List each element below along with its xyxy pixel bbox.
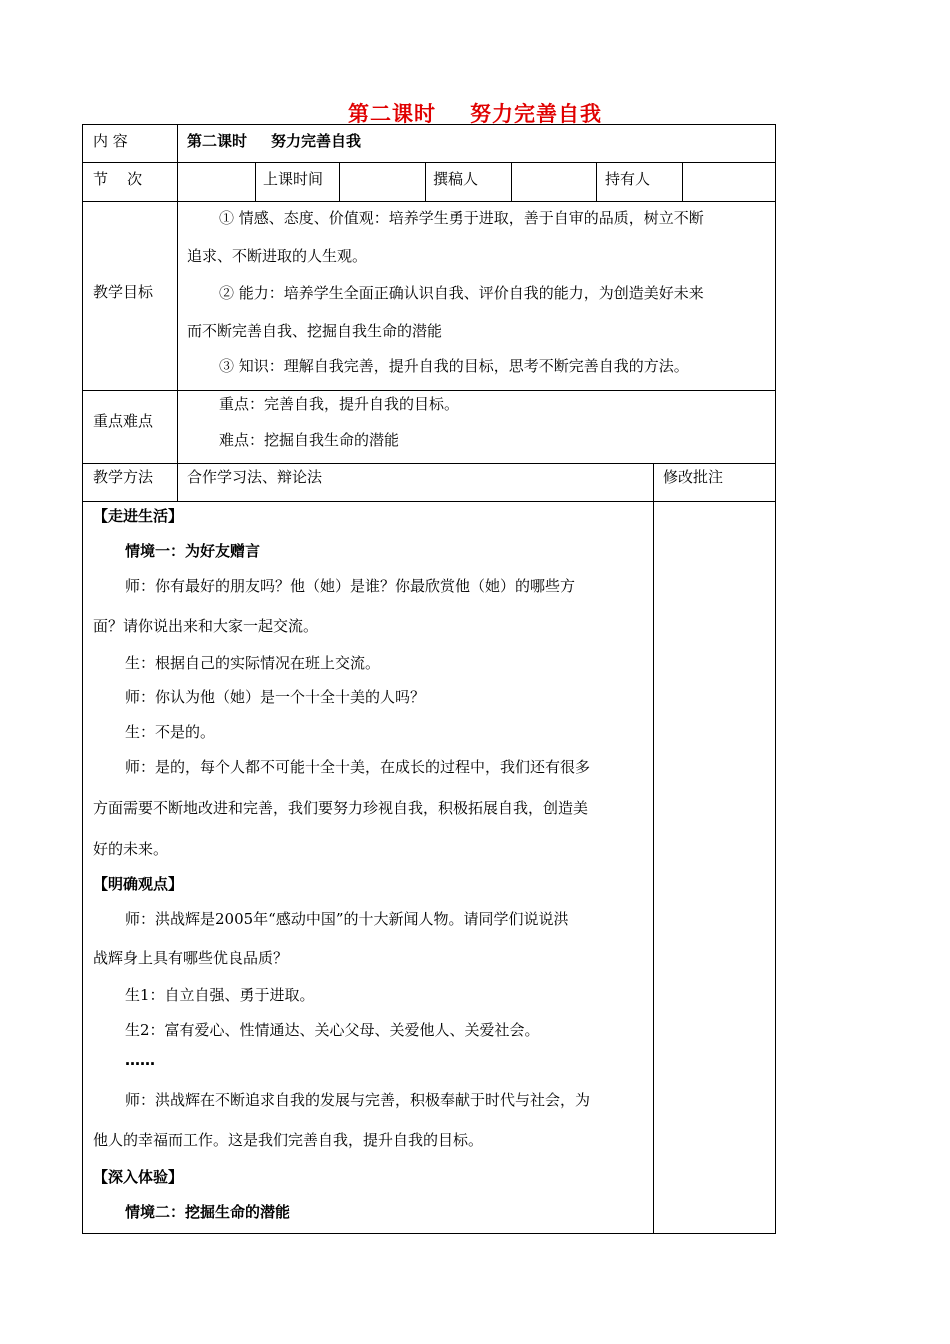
content-value-b: 努力完善自我 [271,132,362,150]
content-label: 内 容 [93,132,128,150]
body-line: 好的未来。 [93,840,169,858]
method-label: 教学方法 [93,468,154,486]
scenario-heading: 情境一：为好友赠言 [125,542,261,560]
body-line: 师：洪战辉在不断追求自我的发展与完善，积极奉献于时代与社会，为 [125,1091,591,1109]
title-part-2: 努力完善自我 [470,102,602,126]
body-line: 生：根据自己的实际情况在班上交流。 [125,654,381,672]
notes-label: 修改批注 [663,468,724,486]
key-points-label: 重点难点 [93,412,154,430]
difficulty-line: 难点：挖掘自我生命的潜能 [219,431,400,449]
content-value-a: 第二课时 [187,132,248,150]
goal-line-3: ② 能力：培养学生全面正确认识自我、评价自我的能力，为创造美好未来 [219,284,704,302]
body-line: 生2：富有爱心、性情通达、关心父母、关爱他人、关爱社会。 [125,1021,540,1039]
lesson-plan-table [82,124,776,1234]
class-time-label: 上课时间 [263,170,324,188]
goal-line-4: 而不断完善自我、挖掘自我生命的潜能 [187,322,443,340]
goals-label: 教学目标 [93,283,154,301]
body-line: 面？请你说出来和大家一起交流。 [93,617,319,635]
holder-label: 持有人 [605,170,651,188]
body-line: 生1：自立自强、勇于进取。 [125,986,315,1004]
method-value: 合作学习法、辩论法 [187,468,323,486]
goal-line-1: ① 情感、态度、价值观：培养学生勇于进取，善于自审的品质，树立不断 [219,209,704,227]
section-heading: 【明确观点】 [93,875,184,893]
body-line: 他人的幸福而工作。这是我们完善自我，提升自我的目标。 [93,1131,484,1149]
content-value [187,131,361,151]
section-heading: 【走进生活】 [93,507,184,525]
goal-line-5: ③ 知识：理解自我完善，提升自我的目标，思考不断完善自我的方法。 [219,357,689,375]
body-line: 师：洪战辉是2005年“感动中国”的十大新闻人物。请同学们说说洪 [125,910,569,928]
author-label: 撰稿人 [433,170,479,188]
scenario-heading: 情境二：挖掘生命的潜能 [125,1203,291,1221]
key-point-line: 重点：完善自我，提升自我的目标。 [219,395,460,413]
ellipsis: …… [125,1051,155,1069]
session-label: 节 次 [93,170,143,188]
body-line: 师：你认为他（她）是一个十全十美的人吗？ [125,688,426,706]
section-heading: 【深入体验】 [93,1168,184,1186]
body-line: 方面需要不断地改进和完善，我们要努力珍视自我，积极拓展自我，创造美 [93,799,589,817]
title-part-1: 第二课时 [348,102,436,126]
body-line: 师：你有最好的朋友吗？他（她）是谁？你最欣赏他（她）的哪些方 [125,577,576,595]
body-line: 战辉身上具有哪些优良品质？ [93,949,289,967]
body-line: 生：不是的。 [125,723,216,741]
goal-line-2: 追求、不断进取的人生观。 [187,247,368,265]
body-line: 师：是的，每个人都不可能十全十美，在成长的过程中，我们还有很多 [125,758,591,776]
